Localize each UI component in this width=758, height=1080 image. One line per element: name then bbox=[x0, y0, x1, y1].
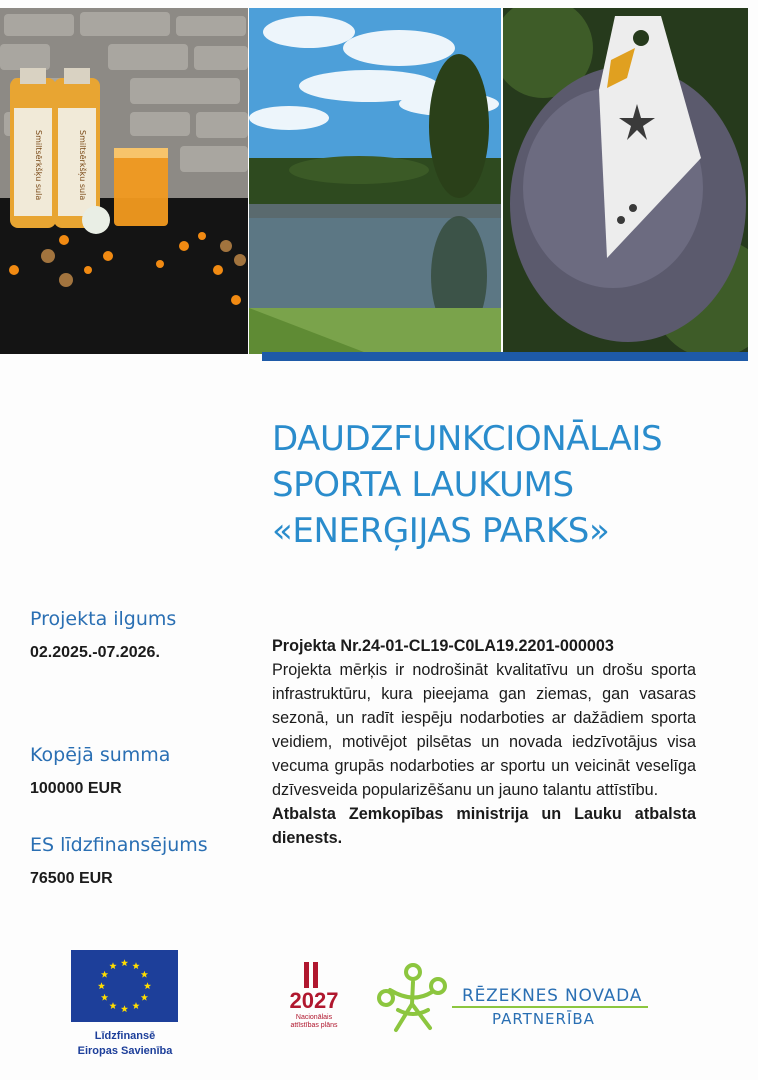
eu-caption bbox=[50, 1029, 200, 1059]
eu-flag-logo bbox=[71, 950, 178, 1022]
eu-caption-line-1: Līdzfinansē bbox=[94, 1030, 156, 1042]
page-title bbox=[272, 416, 732, 554]
plan-caption-line-2: attīstības plāns bbox=[290, 1022, 338, 1029]
eu-star-icon bbox=[121, 959, 128, 966]
eu-star-icon bbox=[132, 962, 139, 969]
project-description bbox=[272, 634, 696, 850]
plan-caption-line-1: Nacionālais bbox=[295, 1014, 333, 1021]
national-plan-2027-logo bbox=[282, 962, 346, 1040]
title-line-3: «ENERĢIJAS PARKS» bbox=[272, 511, 610, 551]
eu-star-icon bbox=[141, 971, 148, 978]
plan-caption bbox=[282, 1014, 346, 1030]
eu-cofinancing-label: ES līdzfinansējums bbox=[30, 834, 208, 856]
fact-eu-cofinancing bbox=[30, 834, 208, 888]
eu-star-icon bbox=[121, 1005, 128, 1012]
total-label: Kopējā summa bbox=[30, 744, 171, 766]
bottle-label-2: Smiltsērkšķu sula bbox=[78, 130, 87, 201]
duration-label: Projekta ilgums bbox=[30, 608, 177, 630]
bottle-label-1: Smiltsērkšķu sula bbox=[34, 130, 43, 201]
accent-bar bbox=[262, 352, 748, 361]
partner-rule bbox=[452, 1006, 648, 1008]
eu-star-icon bbox=[144, 982, 151, 989]
plan-year: 2027 bbox=[289, 988, 339, 1013]
eu-star-icon bbox=[109, 1002, 116, 1009]
eu-cofinancing-value: 76500 EUR bbox=[30, 870, 113, 887]
fact-total bbox=[30, 744, 170, 798]
duration-value: 02.2025.-07.2026. bbox=[30, 644, 160, 661]
project-body: Projekta mērķis ir nodrošināt kvalitatīvu un drošu sporta infrastruktūru, kura pieejama gan ziemas, gan vasaras sezonā, un radīt iespēju nodarboties ar dažādiem sporta veidiem, motivējot pilsētas un novada iedzīvotājus visa vecuma grupās nodarboties ar sportu un veicināt veselīga dzīvesveida popularizēšanu un jauno talantu attīstību. bbox=[272, 661, 696, 799]
eu-star-icon bbox=[101, 971, 108, 978]
eu-star-icon bbox=[98, 982, 105, 989]
fact-duration bbox=[30, 608, 176, 662]
partnership-figure-icon bbox=[376, 962, 450, 1038]
plan-bars-icon bbox=[304, 962, 322, 988]
partner-name-line-2: PARTNERĪBA bbox=[492, 1010, 595, 1028]
eu-star-icon bbox=[132, 1002, 139, 1009]
project-support: Atbalsta Zemkopības ministrija un Lauku atbalsta dienests. bbox=[272, 805, 696, 847]
project-number: Projekta Nr.24-01-CL19-C0LA19.2201-000003 bbox=[272, 637, 614, 655]
photo-lake bbox=[249, 8, 501, 354]
photo-kokle-on-stone bbox=[503, 8, 748, 354]
eu-caption-line-2: Eiropas Savienība bbox=[77, 1045, 173, 1057]
total-value: 100000 EUR bbox=[30, 780, 122, 797]
eu-star-icon bbox=[109, 962, 116, 969]
eu-star-icon bbox=[141, 994, 148, 1001]
photo-sea-buckthorn-juice bbox=[0, 8, 248, 354]
photo-strip bbox=[0, 8, 748, 354]
eu-star-icon bbox=[101, 994, 108, 1001]
title-line-1: DAUDZFUNKCIONĀLAIS bbox=[272, 419, 663, 459]
title-line-2: SPORTA LAUKUMS bbox=[272, 465, 574, 505]
partner-name-line-1: RĒZEKNES NOVADA bbox=[462, 986, 643, 1006]
